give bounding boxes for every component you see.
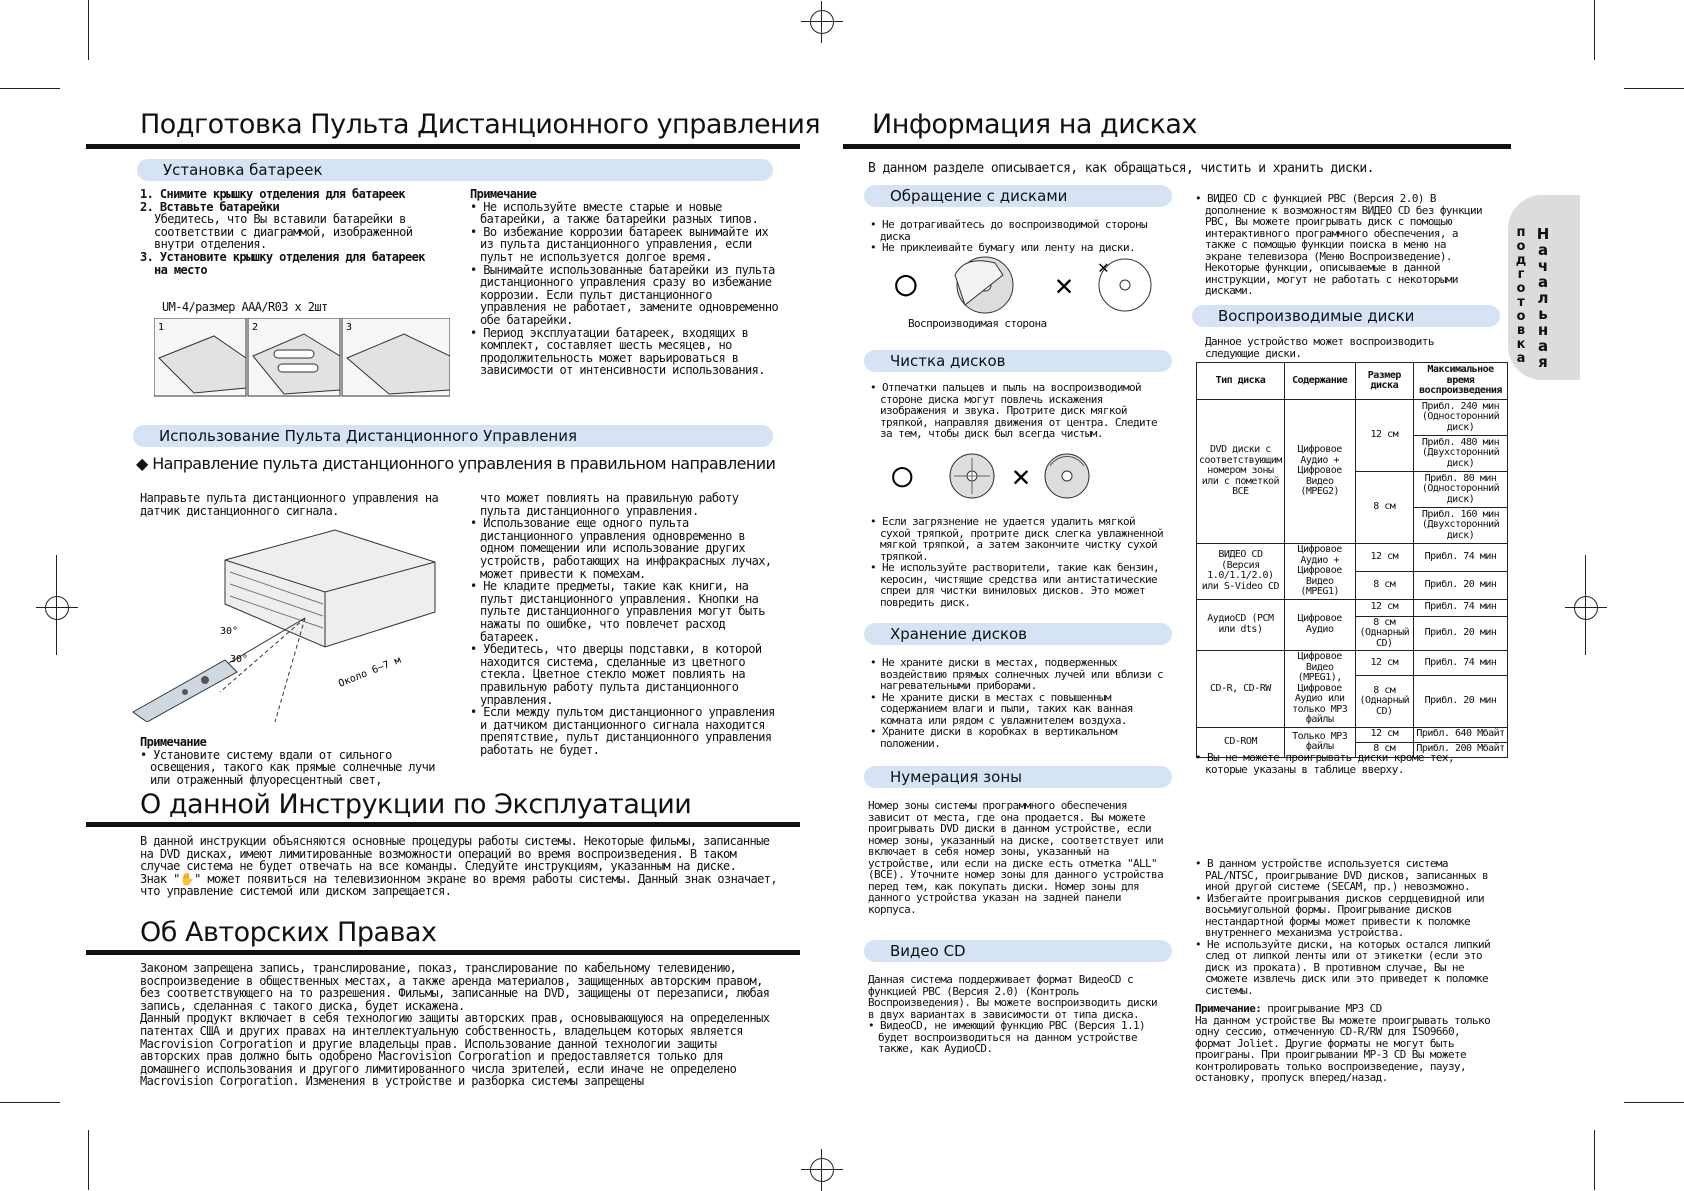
section-header-battery: Установка батареек [137, 159, 773, 181]
playable-after-note: • Вы не можете проигрывать диски кроме тех, которые указаны в таблице вверху. [1195, 752, 1485, 775]
bottom-notes: • В данном устройстве используется система PAL/NTSC, проигрывание DVD дисков, записанных в иной другой системе (SECAM, пр.) невозможно. • Избегайте проигрывания дисков сердцевидной или восьмиугольной формы. Проигрывание дисков нестандартной формы может привести к поломке внутреннего механизма устройства. • Не используйте диски, на которых остался липкий след от липкой ленты или от этикетки (если это диск из проката). В противном случае, Вы не сможете извлечь диск или это приведет к поломке системы. [1195, 858, 1495, 996]
table-header: Максимальное время воспроизведения [1414, 363, 1508, 400]
table-row: 8 см Прибл. 80 мин (Односторонний диск) [1197, 472, 1508, 508]
side-tab-letter: а [1516, 351, 1526, 366]
crop-mark [1624, 1102, 1684, 1103]
table-row: Прибл. 480 мин (Двухсторонний диск) [1197, 436, 1508, 472]
crop-mark [1585, 555, 1586, 655]
page-title-discs: Информация на дисках [872, 109, 1197, 140]
storage-items: • Не храните диски в местах, подверженных воздействию прямых солнечных лучей или вблизи с нагревательными приборами. • Не храните диски в местах с повышенным содержанием влаги и пыли, таких как ванная комната или рядом с увлажнителем воздуха. • Храните диски в коробках в вертикальном положении. [870, 657, 1170, 749]
side-tab-letter: г [1517, 267, 1525, 282]
angle-label: 30° [220, 626, 239, 637]
registration-mark [1574, 596, 1598, 620]
section-header-cleaning: Чистка дисков [864, 350, 1172, 372]
battery-install-figure [154, 318, 450, 398]
playable-intro: Данное устройство может воспроизводить следующие диски. [1205, 335, 1434, 360]
remote-note-left: Примечание • Установите систему вдали от сильного освещения, такого как прямые солнечные лучи или отраженный флуоресцентный свет, [140, 736, 450, 786]
battery-model-spec: UM-4/размер AAA/R03 x 2шт [162, 300, 328, 314]
table-row: 8 см Прибл. 20 мин [1197, 571, 1508, 599]
section-header-remote-use: Использование Пульта Дистанционного Управления [133, 425, 773, 447]
angle-label: 30° [230, 654, 249, 665]
side-tab-letter: Н [1536, 225, 1550, 243]
section-header-playable: Воспроизводимые диски [1192, 305, 1500, 327]
remote-direction-title: ◆ Направление пульта дистанционного управления в правильном направлении [136, 454, 776, 473]
side-tab-letter: в [1516, 323, 1526, 338]
side-tab-letter: а [1537, 337, 1549, 355]
title-rule [86, 822, 800, 827]
remote-intro: Направьте пульта дистанционного управления на датчик дистанционного сигнала. [140, 491, 439, 518]
crop-mark [1594, 1130, 1595, 1190]
section-header-region: Нумерация зоны [864, 766, 1172, 788]
title-rule [86, 144, 800, 149]
side-tab-letter: л [1537, 289, 1549, 307]
copyright-text: Законом запрещена запись, транслирование, показ, транслирование по кабельному телевидению, воспроизведение в общественных местах, а также аренда материалов, защищенных авторским правом, без соответствующего на то разрешения. Фильмы, записанные на DVD, защищены от перезаписи, любая запись, сделанная с такого диска, будет искажена. Данный продукт включает в себя технологию защиты авторских прав, основывающуюся на определенных патентах США и других правах на интеллектуальную собственность, владельцем которых является Macrovision Corporation и другие владельцы прав. Использование данной технологии защиты авторских прав должно быть одобрено Macrovision Corporation и предоставляется только для домашнего использования и другого лимитированного числа зрителей, если иначе не определено Macrovision Corporation. Изменения в устройстве и разборка системы запрещены [140, 961, 770, 1089]
crop-mark [0, 88, 60, 89]
region-text: Номер зоны системы программного обеспечения зависит от места, где она продается. Вы можете проигрывать DVD диски в данном устройстве, если номер зоны, указанный на диске, соответствует или включает в себя номер зоны, указанный на устройстве, или если на диске есть отметка "ALL" (ВСЕ). Уточните номер зоны для данного устройства перед тем, как покупать диски. Номер зоны для данного устройства указан на задней панели корпуса. [868, 799, 1164, 916]
playable-discs-table [1196, 362, 1508, 758]
table-row: DVD диски с соответствующим номером зоны или с пометкой ВСЕ Цифровое Аудио + Цифровое Видео (MPEG2) 12 см Прибл. 240 мин (Односторонний диск) [1197, 400, 1508, 436]
registration-mark [810, 1158, 834, 1182]
side-tab-letter: а [1537, 241, 1549, 259]
copyright-title: Об Авторских Правах [140, 917, 437, 948]
battery-steps: 1. Снимите крышку отделения для батареек 2. Вставьте батарейки Убедитесь, что Вы вставили батарейки в соответствии с диаграммой, изображенной внутри отделения. 3. Установите крышку отделения для батареек на место [140, 187, 425, 277]
instruction-title: О данной Инструкции по Эксплуатации [140, 789, 692, 820]
cleaning-items-more: • Если загрязнение не удается удалить мягкой сухой тряпкой, протрите диск слегка увлажненной мягкой тряпкой, а затем закончите чистку сухой тряпкой. • Не используйте растворители, такие как бензин, керосин, чистящие средства или антистатические спреи для чистки виниловых дисков. Это может повредить диск. [870, 516, 1170, 608]
battery-note-title: Примечание [470, 187, 537, 201]
side-tab-letter: ь [1538, 305, 1548, 323]
side-tab-letter: д [1515, 253, 1527, 268]
side-tab-letter: я [1538, 353, 1548, 371]
instruction-text: В данной инструкции объясняются основные процедуры работы системы. Некоторые фильмы, записанные на DVD дисках, имеют лимитированные возможности операций во время воспроизведения. В таком случае система не будет отвечать на все команды. Следуйте инструкциям, указанным на диске. Знак "✋" может появиться на телевизионном экране во время работы системы. Данный знак означает, что управление системой или диском запрещается. [140, 834, 778, 899]
videocd-pbc-text: • ВИДЕО CD с функцией PBC (Версия 2.0) В дополнение к возможностям ВИДЕО CD без функции PBC, Вы можете проигрывать диск с помощью интерактивного программного обеспечения, а также с помощью функции поиска в меню на экране телевизора (Меню Воспроизведение). Некоторые функции, описываемые в данной инструкции, могут не работать с некоторыми дисками. [1195, 193, 1485, 297]
table-header: Размер диска [1355, 363, 1414, 400]
side-tab-letter: о [1516, 239, 1526, 254]
table-row: 8 см (Однарный CD) Прибл. 20 мин [1197, 676, 1508, 727]
mp3-note: Примечание: проигрывание MP3 CD На данном устройстве Вы можете проигрывать только одну сессию, отмеченную CD-R/RW для ISO9660, формат Joliet. Другие форматы не могут быть проиграны. При проигрывании MP-3 CD Вы можете контролировать только воспроизведение, паузу, остановку, пропуск вперед/назад. [1195, 1002, 1491, 1084]
side-tab-text [1512, 226, 1530, 366]
cleaning-figure [892, 448, 1152, 508]
side-tab-letter: а [1537, 273, 1549, 291]
side-tab-letter: о [1516, 309, 1526, 324]
battery-figure-label: 1 [158, 322, 165, 333]
side-tab-letter: ч [1537, 257, 1549, 275]
crop-mark [0, 1102, 60, 1103]
cleaning-items: • Отпечатки пальцев и пыль на воспроизводимой стороне диска могут повлечь искажения изображения и звука. Протрите диск мягкой тряпкой, направляя движения от центра. Следите за тем, чтобы диск был всегда чистым. [870, 382, 1170, 440]
side-tab-letter: т [1517, 295, 1525, 310]
crop-mark [88, 0, 89, 60]
discs-intro: В данном разделе описывается, как обращаться, чистить и хранить диски. [868, 161, 1374, 176]
crop-mark [56, 555, 57, 655]
table-header: Содержание [1284, 363, 1355, 400]
crop-mark [1624, 88, 1684, 89]
title-rule [86, 950, 800, 955]
crop-mark [1594, 0, 1595, 60]
table-row: АудиоCD (PCM или dts) Цифровое Аудио 12 см Прибл. 74 мин [1197, 599, 1508, 616]
handling-items: • Не дотрагивайтесь до воспроизводимой стороны диска • Не приклеивайте бумагу или ленту на диски. [870, 219, 1170, 254]
side-tab-text [1534, 226, 1552, 370]
videocd-text: Данная система поддерживает формат ВидеоCD с функцией PBC (Версия 2.0) (Контроль Воспроизведения). Вы можете воспроизводить диски в двух вариантах в зависимости от типа диска. • ВидеоCD, не имеющий функцию PBC (Версия 1.1) будет воспроизводиться на данном устройстве также, как АудиоCD. [868, 974, 1168, 1055]
side-tab-letter: о [1516, 281, 1526, 296]
remote-direction-figure [125, 522, 465, 722]
battery-figure-label: 2 [252, 322, 259, 333]
handling-figure [895, 255, 1155, 317]
side-tab-letter: к [1516, 337, 1526, 352]
registration-mark [810, 10, 834, 34]
distance-label: Около 6~7 м [337, 654, 403, 690]
ok-symbol: ○ [895, 263, 917, 304]
ok-symbol: ○ [892, 455, 913, 495]
battery-figure-label: 3 [346, 322, 353, 333]
battery-notes: Примечание • Не используйте вместе старые и новые батарейки, а также батарейки разных типов. • Во избежание коррозии батареек вынимайте их из пульта дистанционного управления, если пульт не используется долгое время. • Вынимайте использованные батарейки из пульта дистанционного управления сразу во избежание коррозии. Если пульт дистанционного управления не работает, замените одновременно обе батарейки. • Период эксплуатации батареек, входящих в комплект, составляет шесть месяцев, но продолжительность может варьироваться в зависимости от интенсивности использования. [470, 188, 780, 377]
table-header: Тип диска [1197, 363, 1285, 400]
table-row: CD-R, CD-RW Цифровое Видео (MPEG1), Цифровое Аудио или только MP3 файлы 12 см Прибл. 74 мин [1197, 651, 1508, 676]
table-row: CD-ROM Только MP3 файлы 12 см Прибл. 640 Мбайт [1197, 727, 1508, 742]
svg-text:✕: ✕ [1098, 257, 1109, 278]
crop-mark [88, 1130, 89, 1190]
side-tab-letter: н [1537, 321, 1549, 339]
no-symbol: ✕ [1055, 268, 1074, 303]
page-title-remote: Подготовка Пульта Дистанционного управления [140, 109, 821, 140]
title-rule [843, 144, 1511, 149]
table-row: 8 см Прибл. 200 Мбайт [1197, 742, 1508, 757]
side-tab-letter: п [1516, 225, 1526, 240]
table-row: 8 см (Однарный CD) Прибл. 20 мин [1197, 616, 1508, 651]
section-header-handling: Обращение с дисками [864, 185, 1172, 207]
section-header-videocd: Видео CD [864, 940, 1172, 962]
section-header-storage: Хранение дисков [864, 623, 1172, 645]
handling-caption: Воспроизводимая сторона [908, 317, 1047, 330]
registration-mark [45, 596, 69, 620]
no-symbol: ✕ [1012, 459, 1031, 494]
table-row: ВИДЕО CD (Версия 1.0/1.1/2.0) или S-Video CD Цифровое Аудио + Цифровое Видео (MPEG1) 12 см Прибл. 74 мин [1197, 544, 1508, 572]
remote-notes-right: что может повлиять на правильную работу пульта дистанционного управления. • Использование еще одного пульта дистанционного управления одновременно в одном помещении или использование других устройств, работающих на инфракрасных лучах, может привести к помехам. • Не кладите предметы, такие как книги, на пульт дистанционного управления. Кнопки на пульте дистанционного управления могут быть нажаты по ошибке, что повлечет расход батареек. • Убедитесь, что дверцы подставки, в которой находится система, сделанные из цветного стекла. Цветное стекло может повлиять на правильную работу пульта дистанционного управления. • Если между пультом дистанционного управления и датчиком дистанционного сигнала находится препятствие, пульт дистанционного управления работать не будет. [470, 492, 780, 756]
table-row: Прибл. 160 мин (Двухсторонний диск) [1197, 508, 1508, 544]
